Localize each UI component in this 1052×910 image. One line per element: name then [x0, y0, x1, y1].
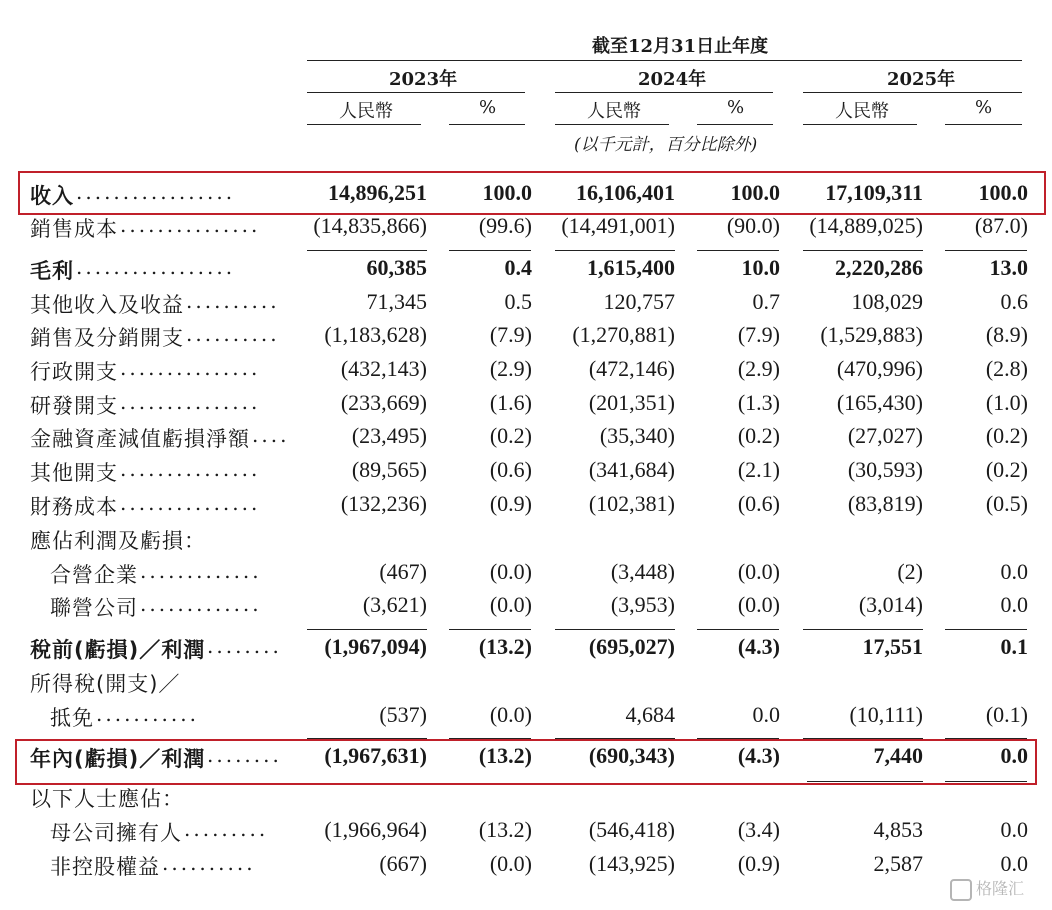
amount-cell: (30,593) — [847, 457, 923, 482]
percent-cell: 13.0 — [989, 255, 1028, 280]
table-row — [0, 702, 1052, 736]
amount-cell: (1,270,881) — [572, 322, 675, 347]
percent-cell: (90.0) — [726, 213, 780, 238]
table-row — [0, 289, 1052, 323]
leader-dots: ................. — [76, 180, 236, 204]
percent-cell: (13.2) — [478, 634, 532, 659]
percent-cell: (7.9) — [737, 322, 780, 347]
leader-dots: ........... — [96, 702, 199, 726]
row-label: 行政開支 — [30, 360, 118, 384]
amount-cell: (472,146) — [588, 356, 675, 381]
percent-cell: (87.0) — [974, 213, 1028, 238]
table-row — [0, 255, 1052, 289]
subtotal-rule — [449, 629, 531, 630]
col-rule — [803, 124, 917, 125]
row-label: 應佔利潤及虧損： — [30, 529, 206, 553]
amount-cell: 108,029 — [851, 289, 923, 314]
col-rule — [697, 124, 773, 125]
percent-cell: (2.9) — [489, 356, 532, 381]
leader-dots: .......... — [162, 851, 256, 875]
amount-cell: (3,448) — [610, 559, 675, 584]
row-label: 毛利 — [30, 259, 74, 283]
amount-cell: (143,925) — [588, 851, 675, 876]
subtotal-rule — [803, 629, 923, 630]
col-rule — [555, 124, 669, 125]
percent-cell: (2.9) — [737, 356, 780, 381]
period-rule — [307, 60, 1022, 61]
amount-cell: 1,615,400 — [587, 255, 675, 280]
amount-cell: 7,440 — [873, 743, 923, 768]
percent-cell: (4.3) — [737, 743, 780, 768]
amount-cell: 4,684 — [625, 702, 675, 727]
table-row — [0, 783, 1052, 817]
amount-cell: (201,351) — [588, 390, 675, 415]
percent-2023: % — [479, 97, 497, 118]
percent-cell: 0.0 — [1000, 743, 1028, 768]
percent-2024: % — [727, 97, 745, 118]
percent-cell: (0.2) — [489, 423, 532, 448]
subtotal-rule — [945, 250, 1027, 251]
amount-cell: 2,587 — [873, 851, 923, 876]
row-label: 聯營公司 — [50, 596, 138, 620]
row-label: 銷售成本 — [30, 217, 118, 241]
revenue-highlight-box — [18, 171, 1046, 215]
amount-cell: (27,027) — [847, 423, 923, 448]
amount-cell: (89,565) — [351, 457, 427, 482]
percent-cell: 100.0 — [978, 180, 1028, 205]
row-label: 所得稅(開支)／ — [30, 672, 181, 696]
leader-dots: ............... — [120, 213, 261, 237]
percent-cell: (13.2) — [478, 817, 532, 842]
percent-cell: (0.1) — [985, 702, 1028, 727]
amount-cell: (10,111) — [849, 702, 923, 727]
percent-cell: (0.6) — [737, 491, 780, 516]
amount-cell: 4,853 — [873, 817, 923, 842]
percent-cell: (0.0) — [489, 702, 532, 727]
percent-cell: (0.0) — [737, 592, 780, 617]
subtotal-rule — [307, 250, 427, 251]
amount-cell: (3,014) — [858, 592, 923, 617]
year-2024: 2024年 — [638, 69, 707, 90]
col-rule — [449, 124, 525, 125]
percent-cell: 0.0 — [752, 702, 780, 727]
period-header: 截至12月31日止年度 — [592, 36, 769, 57]
watermark — [950, 876, 1024, 901]
leader-dots: .......... — [186, 289, 280, 313]
table-row — [0, 457, 1052, 491]
amount-cell: (102,381) — [588, 491, 675, 516]
amount-cell: 2,220,286 — [835, 255, 923, 280]
amount-cell: (35,340) — [599, 423, 675, 448]
table-row — [0, 213, 1052, 247]
amount-cell: (132,236) — [340, 491, 427, 516]
subtotal-rule — [307, 629, 427, 630]
amount-cell: 17,551 — [862, 634, 923, 659]
percent-2025: % — [975, 97, 993, 118]
amount-cell: (690,343) — [588, 743, 675, 768]
amount-cell: (1,529,883) — [820, 322, 923, 347]
col-rule — [945, 124, 1022, 125]
percent-cell: 0.0 — [1000, 559, 1028, 584]
amount-cell: 17,109,311 — [825, 180, 923, 205]
amount-cell: (341,684) — [588, 457, 675, 482]
table-row — [0, 851, 1052, 885]
row-label: 其他收入及收益 — [30, 293, 184, 317]
row-label: 金融資產減值虧損淨額 — [30, 427, 250, 451]
percent-cell: (1.6) — [489, 390, 532, 415]
percent-cell: (0.2) — [985, 457, 1028, 482]
amount-cell: (14,835,866) — [313, 213, 427, 238]
percent-cell: 0.6 — [1000, 289, 1028, 314]
percent-cell: 0.5 — [504, 289, 532, 314]
leader-dots: ............... — [120, 491, 261, 515]
col-rule — [307, 124, 421, 125]
percent-cell: (0.9) — [737, 851, 780, 876]
amount-cell: (3,621) — [362, 592, 427, 617]
table-row — [0, 634, 1052, 668]
row-label: 研發開支 — [30, 394, 118, 418]
table-row — [0, 592, 1052, 626]
percent-cell: (7.9) — [489, 322, 532, 347]
leader-dots: ............... — [120, 390, 261, 414]
leader-dots: ......... — [184, 817, 269, 841]
amount-cell: (165,430) — [836, 390, 923, 415]
row-label: 母公司擁有人 — [50, 821, 182, 845]
amount-cell: (14,889,025) — [809, 213, 923, 238]
leader-dots: ............. — [140, 559, 262, 583]
percent-cell: (13.2) — [478, 743, 532, 768]
table-row — [0, 525, 1052, 559]
percent-cell: 0.7 — [752, 289, 780, 314]
amount-cell: (667) — [379, 851, 427, 876]
percent-cell: (0.0) — [489, 592, 532, 617]
row-label: 其他開支 — [30, 461, 118, 485]
percent-cell: 100.0 — [730, 180, 780, 205]
leader-dots: ........ — [207, 634, 282, 658]
subtotal-rule — [555, 250, 675, 251]
unit-note: (以千元計，百分比除外) — [574, 135, 758, 155]
row-label: 合營企業 — [50, 563, 138, 587]
leader-dots: ............... — [120, 356, 261, 380]
leader-dots: ................. — [76, 255, 236, 279]
table-row — [0, 423, 1052, 457]
net-result-highlight-box — [15, 739, 1037, 785]
row-label: 財務成本 — [30, 495, 118, 519]
row-label: 稅前(虧損)／利潤 — [30, 638, 206, 662]
currency-2025: 人民幣 — [835, 101, 889, 122]
amount-cell: 16,106,401 — [576, 180, 675, 205]
leader-dots: ............... — [120, 457, 261, 481]
leader-dots: .... — [252, 423, 290, 447]
amount-cell: 60,385 — [366, 255, 427, 280]
percent-cell: (2.8) — [985, 356, 1028, 381]
leader-dots: ............. — [140, 592, 262, 616]
percent-cell: 0.0 — [1000, 817, 1028, 842]
leader-dots: .......... — [186, 322, 280, 346]
percent-cell: (0.0) — [489, 851, 532, 876]
percent-cell: 100.0 — [482, 180, 532, 205]
amount-cell: (695,027) — [588, 634, 675, 659]
percent-cell: (1.3) — [737, 390, 780, 415]
percent-cell: 0.0 — [1000, 851, 1028, 876]
amount-cell: (83,819) — [847, 491, 923, 516]
percent-cell: (99.6) — [478, 213, 532, 238]
percent-cell: (8.9) — [985, 322, 1028, 347]
table-row — [0, 559, 1052, 593]
table-row — [0, 322, 1052, 356]
subtotal-rule — [449, 250, 531, 251]
amount-cell: (23,495) — [351, 423, 427, 448]
percent-cell: 0.1 — [1000, 634, 1028, 659]
row-label: 收入 — [30, 184, 74, 208]
percent-cell: (4.3) — [737, 634, 780, 659]
year-rule-2023 — [307, 92, 525, 93]
subtotal-rule — [697, 629, 779, 630]
table-row — [0, 390, 1052, 424]
percent-cell: (2.1) — [737, 457, 780, 482]
currency-2023: 人民幣 — [339, 101, 393, 122]
subtotal-rule — [697, 250, 779, 251]
amount-cell: (537) — [379, 702, 427, 727]
percent-cell: (0.9) — [489, 491, 532, 516]
percent-cell: (0.6) — [489, 457, 532, 482]
amount-cell: (470,996) — [836, 356, 923, 381]
row-label: 抵免 — [50, 706, 94, 730]
amount-cell: (1,967,094) — [324, 634, 427, 659]
amount-cell: (546,418) — [588, 817, 675, 842]
year-rule-2025 — [803, 92, 1022, 93]
amount-cell: (467) — [379, 559, 427, 584]
year-2025: 2025年 — [887, 69, 956, 90]
percent-cell: 0.4 — [504, 255, 532, 280]
row-label: 銷售及分銷開支 — [30, 326, 184, 350]
row-label: 非控股權益 — [50, 855, 160, 879]
watermark-text: 格隆汇 — [976, 879, 1025, 898]
amount-cell: 14,896,251 — [328, 180, 427, 205]
table-row — [0, 491, 1052, 525]
amount-cell: (432,143) — [340, 356, 427, 381]
amount-cell: (3,953) — [610, 592, 675, 617]
amount-cell: (233,669) — [340, 390, 427, 415]
row-label: 以下人士應佔： — [30, 787, 184, 811]
row-label: 年內(虧損)／利潤 — [30, 747, 206, 771]
percent-cell: (0.0) — [489, 559, 532, 584]
subtotal-rule — [803, 250, 923, 251]
year-rule-2024 — [555, 92, 773, 93]
percent-cell: (1.0) — [985, 390, 1028, 415]
table-row — [0, 668, 1052, 702]
amount-cell: (1,183,628) — [324, 322, 427, 347]
amount-cell: 120,757 — [603, 289, 675, 314]
currency-2024: 人民幣 — [587, 101, 641, 122]
percent-cell: 0.0 — [1000, 592, 1028, 617]
subtotal-rule — [945, 629, 1027, 630]
amount-cell: 71,345 — [366, 289, 427, 314]
percent-cell: (0.2) — [737, 423, 780, 448]
amount-cell: (14,491,001) — [561, 213, 675, 238]
table-row — [0, 817, 1052, 851]
percent-cell: (0.2) — [985, 423, 1028, 448]
percent-cell: (0.0) — [737, 559, 780, 584]
percent-cell: 10.0 — [741, 255, 780, 280]
percent-cell: (3.4) — [737, 817, 780, 842]
table-row — [0, 356, 1052, 390]
amount-cell: (1,966,964) — [324, 817, 427, 842]
percent-cell: (0.5) — [985, 491, 1028, 516]
amount-cell: (1,967,631) — [324, 743, 427, 768]
amount-cell: (2) — [897, 559, 923, 584]
leader-dots: ........ — [207, 743, 282, 767]
watermark-logo-icon — [950, 879, 972, 901]
subtotal-rule — [555, 629, 675, 630]
year-2023: 2023年 — [389, 69, 458, 90]
